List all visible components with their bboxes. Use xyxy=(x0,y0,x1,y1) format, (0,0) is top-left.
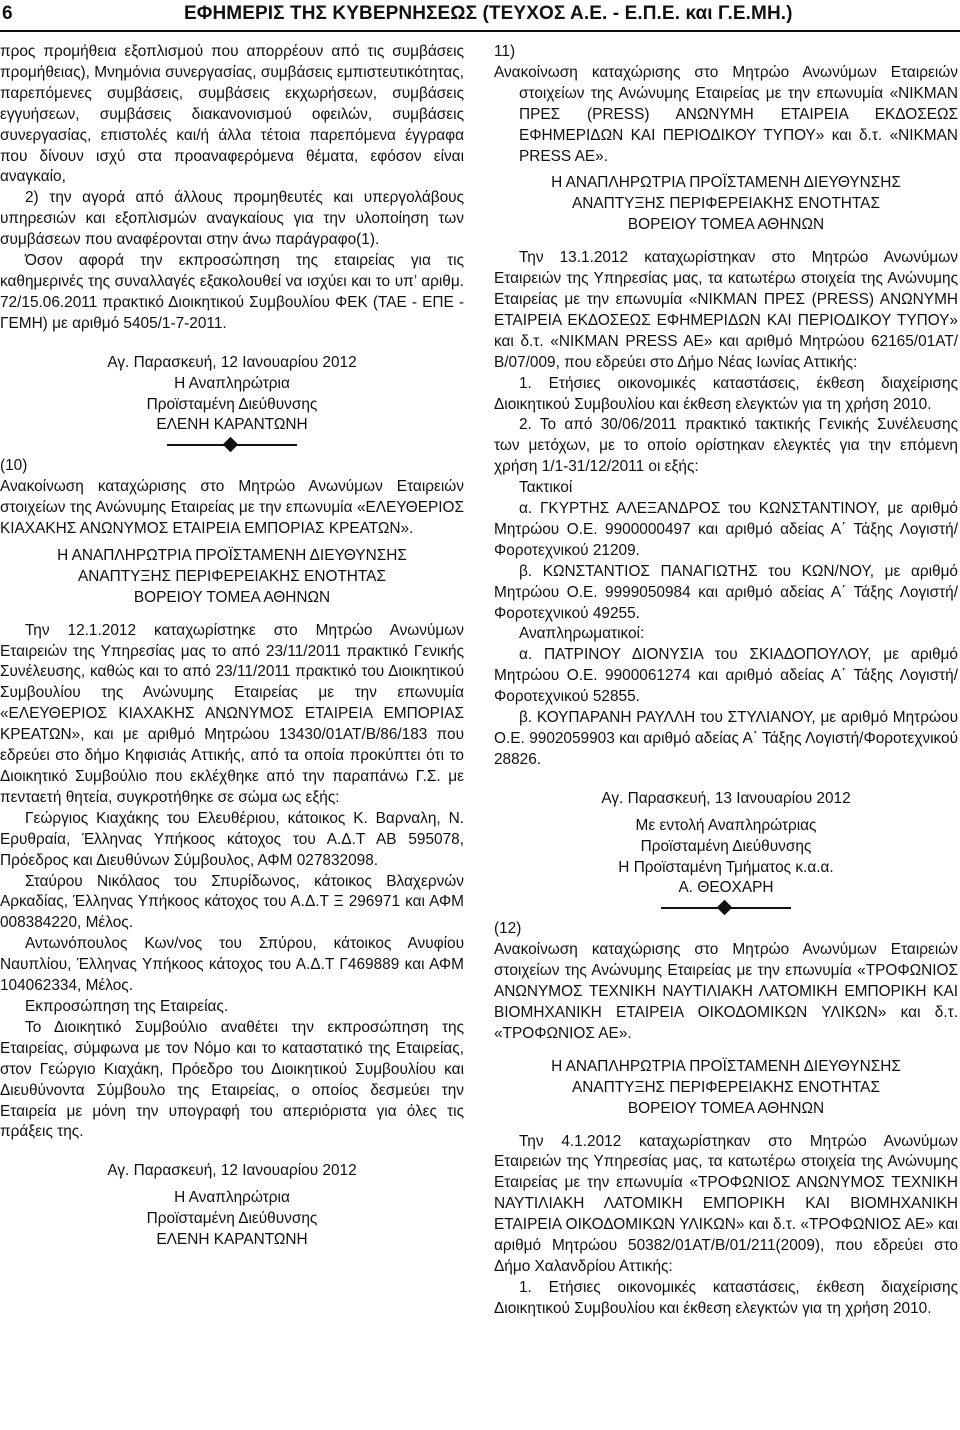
notice-body: Την 4.1.2012 καταχωρίστηκαν στο Μητρώο Ανωνύμων Εταιρειών της Υπηρεσίας μας, τα κατωτέρω στοιχεία της Ανώνυμης Εταιρείας με την επωνυμία «ΤΡΟΦΩΝΙΟΣ ΑΝΩΝΥΜΟΣ ΤΕΧΝΙΚΗ ΝΑΥΤΙΛΙΑΚΗ ΛΑΤΟΜΙΚΗ ΕΜΠΟΡΙΚΗ ΚΑΙ ΒΙΟΜΗΧΑΝΙΚΗ ΕΤΑΙΡΕΙΑ ΟΙΚΟΔΟΜΙΚΩΝ ΥΛΙΚΩΝ» και δ.τ. «ΤΡΟΦΩΝΙΟΣ ΑΕ» και αριθμό Μητρώου 50382/01ΑΤ/Β/01/211(2009), που εδρεύει στο Δήμο Χαλανδρίου Αττικής: xyxy=(494,1132,958,1275)
authority-line: ΑΝΑΠΤΥΞΗΣ ΠΕΡΙΦΕΡΕΙΑΚΗΣ ΕΝΟΤΗΤΑΣ xyxy=(572,195,880,213)
signature-role: Προϊσταμένη Διεύθυνσης xyxy=(640,837,812,855)
diamond-icon xyxy=(717,900,733,916)
notice-number: 11) xyxy=(494,43,516,60)
notice-title: Ανακοίνωση καταχώρισης στο Μητρώο Ανωνύμων Εταιρειών στοιχείων της Ανώνυμης Εταιρείας με την επωνυμία «ΕΛΕΥΘΕΡΙΟΣ ΚΙΑΧΑΚΗΣ ΑΝΩΝΥΜΟΣ ΕΤΑΙΡΕΙΑ ΕΜΠΟΡΙΑΣ ΚΡΕΑΤΩΝ». xyxy=(0,478,464,538)
authority-line: ΑΝΑΠΤΥΞΗΣ ΠΕΡΙΦΕΡΕΙΑΚΗΣ ΕΝΟΤΗΤΑΣ xyxy=(78,567,386,585)
notice-body: α. ΠΑΤΡΙΝΟΥ ΔΙΟΝΥΣΙΑ του ΣΚΙΑΔΟΠΟΥΛΟΥ, με αριθμό Μητρώου Ο.Ε. 9900061274 και αριθμό αδείας Α΄ Τάξης Λογιστή/Φοροτεχνικού 52855. xyxy=(494,646,958,706)
signature-role: Η Προϊσταμένη Τμήματος κ.α.α. xyxy=(618,858,834,876)
notice-body: 2. Το από 30/06/2011 πρακτικό τακτικής Γενικής Συνέλευσης των μετόχων, με το οποίο ορίστηκαν ελεγκτές για την επόμενη χρήση 1/1-31/12/2011 οι εξής: xyxy=(494,416,958,476)
authority-line: Η ΑΝΑΠΛΗΡΩΤΡΙΑ ΠΡΟΪΣΤΑΜΕΝΗ ΔΙΕΥΘΥΝΣΗΣ xyxy=(551,174,901,192)
section-divider xyxy=(167,438,297,452)
notice-title: Ανακοίνωση καταχώρισης στο Μητρώο Ανωνύμων Εταιρειών στοιχείων της Ανώνυμης Εταιρείας με την επωνυμία «ΝΙΚΜΑΝ ΠΡΕΣ (PRESS) ΑΝΩΝΥΜΗ ΕΤΑΙΡΕΙΑ ΕΚΔΟΣΕΩΣ ΕΦΗΜΕΡΙΔΩΝ ΚΑΙ ΠΕΡΙΟΔΙΚΟΥ ΤΥΠΟΥ» και δ.τ. «NIKMAN PRESS AE». xyxy=(494,63,958,165)
right-column xyxy=(494,42,958,1320)
left-column xyxy=(0,42,464,1251)
diamond-icon xyxy=(223,437,239,453)
authority-line: ΒΟΡΕΙΟΥ ΤΟΜΕΑ ΑΘΗΝΩΝ xyxy=(133,588,331,606)
authority-line: Η ΑΝΑΠΛΗΡΩΤΡΙΑ ΠΡΟΪΣΤΑΜΕΝΗ ΔΙΕΥΘΥΝΣΗΣ xyxy=(57,546,407,564)
notice-number: (10) xyxy=(0,457,28,475)
notice-body: Εκπροσώπηση της Εταιρείας. xyxy=(25,997,229,1015)
notice-body: Αναπληρωματικοί: xyxy=(519,625,645,643)
left-paragraph-2: 2) την αγορά από άλλους προμηθευτές και υπεργολάβους υπηρεσιών και εξοπλισμών αναγκαίους για την υλοποίηση των συμβάσεων που αναφέρονται στην άνω παράγραφο(1). xyxy=(0,189,464,249)
signature-place-date: Αγ. Παρασκευή, 12 Ιανουαρίου 2012 xyxy=(107,353,357,371)
notice-number: (12) xyxy=(494,920,522,938)
page-number: 6 xyxy=(2,3,13,24)
signature-role: Η Αναπληρώτρια xyxy=(174,1189,290,1207)
notice-body: Την 13.1.2012 καταχωρίστηκαν στο Μητρώο Ανωνύμων Εταιρειών της Υπηρεσίας μας, τα κατωτέρω στοιχεία της Ανώνυμης Εταιρείας με την επωνυμία «ΝΙΚΜΑΝ ΠΡΕΣ (PRESS) ΑΝΩΝΥΜΗ ΕΤΑΙΡΕΙΑ ΕΚΔΟΣΕΩΣ ΕΦΗΜΕΡΙΔΩΝ ΚΑΙ ΠΕΡΙΟΔΙΚΟΥ ΤΥΠΟΥ» και δ.τ. «NIKMAN PRESS AE» και αριθμό Μητρώου 62165/01ΑΤ/Β/07/009, που εδρεύει στο Δήμο Νέας Ιωνίας Αττικής: xyxy=(494,249,958,371)
signature-role: Η Αναπληρώτρια xyxy=(174,374,290,392)
signature-place-date: Αγ. Παρασκευή, 12 Ιανουαρίου 2012 xyxy=(107,1162,357,1180)
signature-role: Με εντολή Αναπληρώτριας xyxy=(635,816,817,834)
signature-place-date: Αγ. Παρασκευή, 13 Ιανουαρίου 2012 xyxy=(601,789,851,807)
notice-body: Σταύρου Νικόλαος του Σπυρίδωνος, κάτοικος Βλαχερνών Αρκαδίας, Έλληνας Υπήκοος κάτοχος του Α.Δ.Τ Ξ 296971 και ΑΦΜ 008384220, Μέλος. xyxy=(0,872,464,932)
notice-body: Γεώργιος Κιαχάκης του Ελευθέριου, κάτοικος Κ. Βαρναλη, Ν. Ερυθραία, Έλληνας Υπήκοος κάτοχος του Α.Δ.Τ ΑΒ 595078, Πρόεδρος και Διευθύνων Σύμβουλος, ΑΦΜ 027832098. xyxy=(0,809,464,869)
authority-line: Η ΑΝΑΠΛΗΡΩΤΡΙΑ ΠΡΟΪΣΤΑΜΕΝΗ ΔΙΕΥΘΥΝΣΗΣ xyxy=(551,1057,901,1075)
signature-role: Προϊσταμένη Διεύθυνσης xyxy=(146,1210,318,1228)
notice-body: Το Διοικητικό Συμβούλιο αναθέτει την εκπροσώπηση της Εταιρείας, σύμφωνα με τον Νόμο και το καταστατικό της Εταιρείας, στον Γεώργιο Κιαχάκη, Πρόεδρο του Διοικητικού Συμβουλίου και Διευθύνοντα Σύμβουλο της Εταιρείας, ο οποίος δεσμεύει την Εταιρεία με μόνη την υπογραφή του απεριόριστα για όλες τις πράξεις της. xyxy=(0,1018,464,1141)
left-paragraph-1: προς προμήθεια εξοπλισμού που απορρέουν από τις συμβάσεις προμήθειας), Μνημόνια συνεργασίας, συμβάσεις εμπιστευτικότητας, παρεπόμενες συμβάσεις, συμβάσεις εκχωρήσεων, συμβάσεις εγγυήσεων, συμβάσεις διακανονισμού οφειλών, συμβάσεις συνεργασίας, επιστολές και/ή άλλα τέτοια παρεπόμενα έγγραφα που δίνουν ισχύ στα προαναφερόμενα θέματα, εφόσον είναι αναγκαίο, xyxy=(0,43,464,186)
page-header xyxy=(0,0,960,32)
gazette-title: ΕΦΗΜΕΡΙΣ ΤΗΣ ΚΥΒΕΡΝΗΣΕΩΣ (ΤΕΥΧΟΣ Α.Ε. - Ε.Π.Ε. και Γ.Ε.ΜΗ.) xyxy=(184,3,793,24)
left-paragraph-3: Όσον αφορά την εκπροσώπηση της εταιρείας για τις καθημερινές της συναλλαγές εξακολουθεί να ισχύει και το υπ’ αριθμ. 72/15.06.2011 πρακτικό Διοικητικού Συμβουλίου ΦΕΚ (ΤΑΕ - ΕΠΕ - ΓΕΜΗ) με αριθμό 5405/1-7-2011. xyxy=(0,252,464,332)
notice-body: 1. Ετήσιες οικονομικές καταστάσεις, έκθεση διαχείρισης Διοικητικού Συμβουλίου και έκθεση ελεγκτών για τη χρήση 2010. xyxy=(494,1278,958,1317)
notice-body: β. ΚΩΝΣΤΑΝΤΙΟΣ ΠΑΝΑΓΙΩΤΗΣ του ΚΩΝ/ΝΟΥ, με αριθμό Μητρώου Ο.Ε. 9999050984 και αριθμό αδείας Α΄ Τάξης Λογιστή/Φοροτεχνικού 49255. xyxy=(494,562,958,622)
signature-name: ΕΛΕΝΗ ΚΑΡΑΝΤΩΝΗ xyxy=(156,1231,308,1249)
notice-body: α. ΓΚΥΡΤΗΣ ΑΛΕΞΑΝΔΡΟΣ του ΚΩΝΣΤΑΝΤΙΝΟΥ, με αριθμό Μητρώου Ο.Ε. 9900000497 και αριθμό αδείας Α΄ Τάξης Λογιστή/Φοροτεχνικού 21209. xyxy=(494,500,958,559)
signature-name: ΕΛΕΝΗ ΚΑΡΑΝΤΩΝΗ xyxy=(156,416,308,434)
authority-line: ΑΝΑΠΤΥΞΗΣ ΠΕΡΙΦΕΡΕΙΑΚΗΣ ΕΝΟΤΗΤΑΣ xyxy=(572,1078,880,1096)
notice-body: Την 12.1.2012 καταχωρίστηκε στο Μητρώο Ανωνύμων Εταιρειών της Υπηρεσίας μας το από 23/11/2011 πρακτικό Γενικής Συνέλευσης, καθώς και το από 23/11/2011 πρακτικό του Διοικητικού Συμβουλίου της Ανώνυμης Εταιρείας με την επωνυμία «ΕΛΕΥΘΕΡΙΟΣ ΚΙΑΧΑΚΗΣ ΑΝΩΝΥΜΟΣ ΕΤΑΙΡΕΙΑ ΕΜΠΟΡΙΑΣ ΚΡΕΑΤΩΝ», και με αριθμό Μητρώου 13430/01ΑΤ/Β/86/183 που εδρεύει στο δήμο Κηφισιάς Αττικής, από τα οποία προκύπτει ότι το Διοικητικό Συμβούλιο που εκλέχθηκε από την παραπάνω Γ.Σ. με πενταετή θητεία, συγκροτήθηκε σε σώμα ως εξής: xyxy=(0,621,464,806)
notice-title: Ανακοίνωση καταχώρισης στο Μητρώο Ανωνύμων Εταιρειών στοιχείων της Ανώνυμης Εταιρείας με την επωνυμία «ΤΡΟΦΩΝΙΟΣ ΑΝΩΝΥΜΟΣ ΤΕΧΝΙΚΗ ΝΑΥΤΙΛΙΑΚΗ ΛΑΤΟΜΙΚΗ ΕΜΠΟΡΙΚΗ ΚΑΙ ΒΙΟΜΗΧΑΝΙΚΗ ΕΤΑΙΡΕΙΑ ΟΙΚΟΔΟΜΙΚΩΝ ΥΛΙΚΩΝ» και δ.τ. «ΤΡΟΦΩΝΙΟΣ ΑΕ». xyxy=(494,941,958,1042)
section-divider xyxy=(661,901,791,915)
signature-role: Προϊσταμένη Διεύθυνσης xyxy=(146,395,318,413)
authority-line: ΒΟΡΕΙΟΥ ΤΟΜΕΑ ΑΘΗΝΩΝ xyxy=(627,1099,825,1117)
notice-body: Τακτικοί xyxy=(519,479,573,497)
notice-body: Αντωνόπουλος Κων/νος του Σπύρου, κάτοικος Ανυφίου Ναυπλίου, Έλληνας Υπήκοος κάτοχος του Α.Δ.Τ Γ469889 και ΑΦΜ 104062334, Μέλος. xyxy=(0,935,464,995)
signature-name: Α. ΘΕΟΧΑΡΗ xyxy=(678,879,774,897)
notice-body: β. ΚΟΥΠΑΡΑΝΗ ΡΑΥΛΛΗ του ΣΤΥΛΙΑΝΟΥ, με αριθμό Μητρώου Ο.Ε. 9902059903 και αριθμό αδείας Α΄ Τάξης Λογιστή/Φοροτεχνικού 28826. xyxy=(494,709,958,768)
notice-body: 1. Ετήσιες οικονομικές καταστάσεις, έκθεση διαχείρισης Διοικητικού Συμβουλίου και έκθεση ελεγκτών για τη χρήση 2010. xyxy=(494,374,958,413)
authority-line: ΒΟΡΕΙΟΥ ΤΟΜΕΑ ΑΘΗΝΩΝ xyxy=(627,216,825,234)
